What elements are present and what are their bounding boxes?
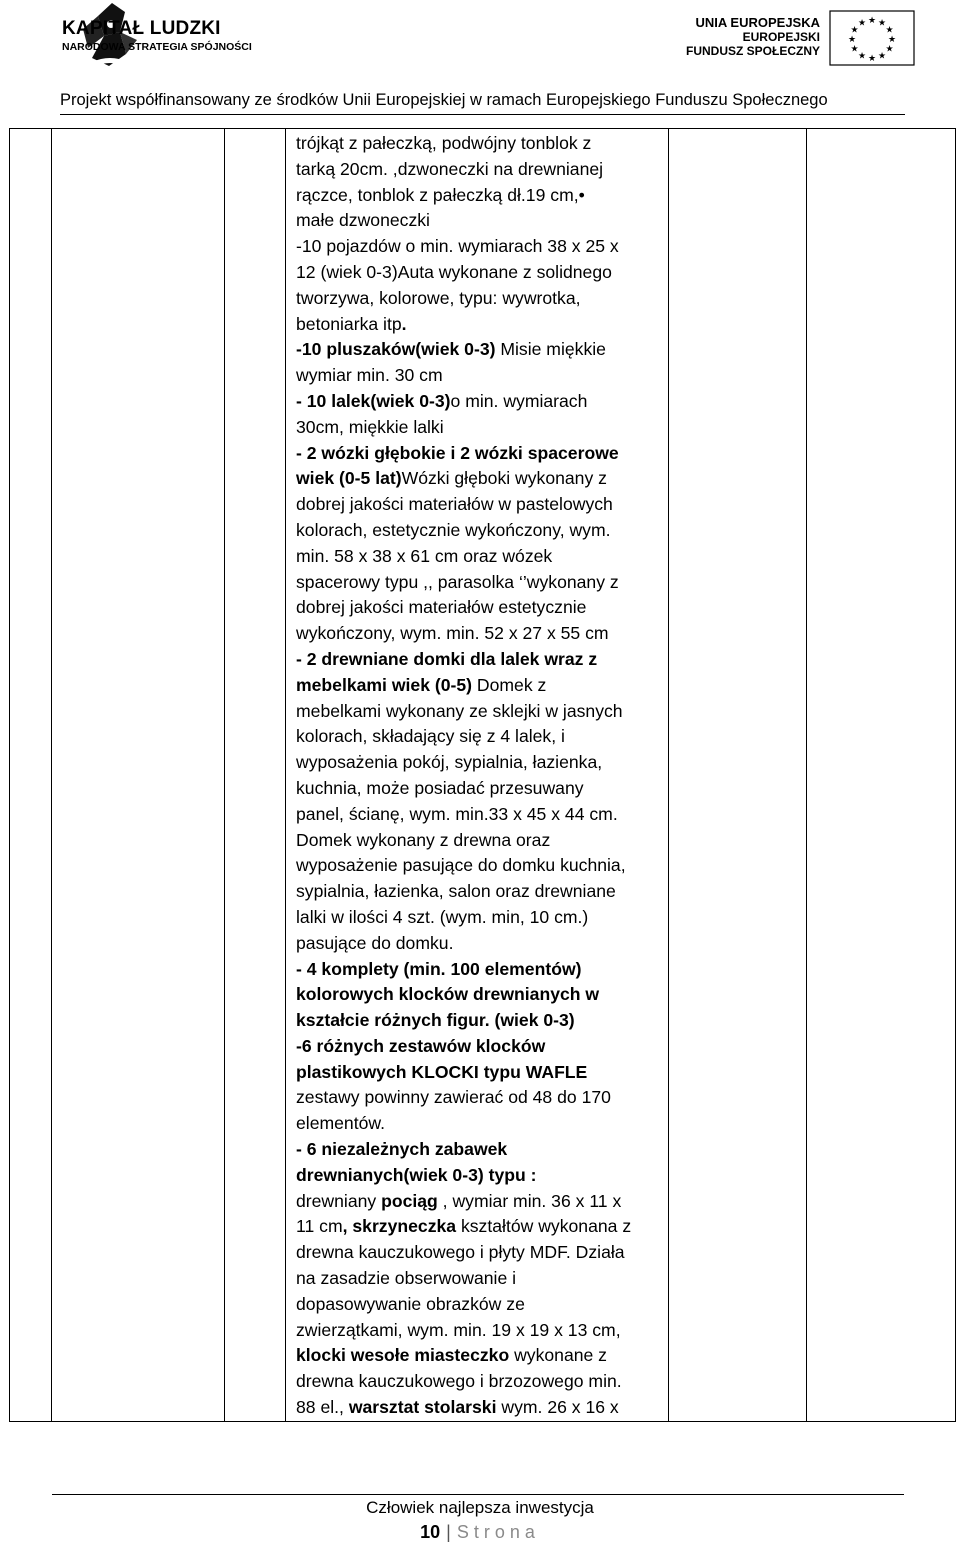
project-cofinancing-note: Projekt współfinansowany ze środków Unii Europejskiej w ramach Europejskiego Funduszu Społecznego xyxy=(60,91,828,109)
description-text: tarką 20cm. ,dzwoneczki na drewnianej xyxy=(296,158,604,179)
description-line xyxy=(296,1034,666,1060)
eu-fund-label xyxy=(686,16,820,58)
description-line xyxy=(296,724,666,750)
description-text: tworzywa, kolorowe, typu: wywrotka, xyxy=(296,287,581,308)
description-line xyxy=(296,1369,666,1395)
description-line xyxy=(296,466,666,492)
header-divider xyxy=(60,114,905,115)
description-text: panel, ścianę, wym. min.33 x 45 x 44 cm. xyxy=(296,803,618,824)
description-line xyxy=(296,595,666,621)
description-text: - 2 drewniane domki dla lalek wraz z xyxy=(296,648,598,669)
description-text: mebelkami wykonany ze sklejki w jasnych xyxy=(296,700,623,721)
description-text: spacerowy typu ,, parasolka ‘’wykonany z xyxy=(296,571,619,592)
table-cell-price xyxy=(806,128,956,1422)
description-text: , wymiar min. 36 x 11 x xyxy=(437,1190,622,1211)
description-text: kolorach, składający się z 4 lalek, i xyxy=(296,726,565,747)
description-line xyxy=(296,1395,666,1421)
description-text: kolorowych klocków drewnianych w xyxy=(296,984,600,1005)
description-text: elementów. xyxy=(296,1113,385,1134)
eu-line-3: FUNDUSZ SPOŁECZNY xyxy=(685,44,820,58)
description-line xyxy=(296,905,666,931)
description-line xyxy=(296,1266,666,1292)
description-text: wykonane z xyxy=(509,1345,607,1366)
kapital-ludzki-subtitle: NARODOWA STRATEGIA SPÓJNOŚCI xyxy=(62,41,252,53)
description-text: dobrej jakości materiałów w pastelowych xyxy=(296,494,613,515)
description-line xyxy=(296,853,666,879)
description-text: - 4 komplety (min. 100 elementów) xyxy=(296,958,582,979)
description-text: drewnianych(wiek 0-3) typu : xyxy=(296,1164,537,1185)
description-text: dobrej jakości materiałów estetycznie xyxy=(296,597,587,618)
svg-text:★: ★ xyxy=(850,44,859,55)
svg-text:★: ★ xyxy=(867,16,877,26)
description-line xyxy=(296,931,666,957)
description-text: . xyxy=(401,313,407,334)
description-line xyxy=(296,957,666,983)
description-line xyxy=(296,544,666,570)
description-text: - 6 niezależnych zabawek xyxy=(296,1139,508,1160)
description-text: - 10 lalek(wiek 0-3) xyxy=(296,390,451,411)
description-text: małe dzwoneczki xyxy=(296,210,430,231)
kapital-ludzki-title: KAPITAŁ LUDZKI xyxy=(62,18,221,39)
description-line xyxy=(296,1343,666,1369)
description-text: o min. wymiarach xyxy=(450,390,588,411)
description-line xyxy=(296,415,666,441)
svg-text:★: ★ xyxy=(857,51,867,62)
table-cell-lp xyxy=(9,128,52,1422)
description-text: Wózki głęboki wykonany z xyxy=(401,468,607,489)
page-word: Strona xyxy=(456,1522,540,1542)
description-text: wymiar min. 30 cm xyxy=(296,365,443,386)
description-line xyxy=(296,1137,666,1163)
description-text: - 2 wózki głębokie i 2 wózki spacerowe xyxy=(296,442,619,463)
description-text: kuchnia, może posiadać przesuwany xyxy=(296,777,584,798)
description-line xyxy=(296,1163,666,1189)
description-line xyxy=(296,312,666,338)
description-line xyxy=(296,750,666,776)
description-text: sypialnia, łazienka, salon oraz drewniane xyxy=(296,881,616,902)
table-cell-name xyxy=(51,128,225,1422)
description-line xyxy=(296,518,666,544)
description-text: -10 pluszaków(wiek 0-3) xyxy=(296,339,496,360)
description-text: wyposażenia pokój, sypialnia, łazienka, xyxy=(296,752,603,773)
description-line xyxy=(296,441,666,467)
svg-text:★: ★ xyxy=(887,35,897,45)
description-text: rączce, tonblok z pałeczką dł.19 cm,• xyxy=(296,184,585,205)
description-line xyxy=(296,673,666,699)
description-text: betoniarka itp xyxy=(296,313,402,334)
description-line xyxy=(296,260,666,286)
description-line xyxy=(296,1008,666,1034)
eu-line-2: EUROPEJSKI xyxy=(742,30,820,44)
description-line xyxy=(296,492,666,518)
svg-text:★: ★ xyxy=(847,35,857,45)
description-line xyxy=(296,982,666,1008)
svg-text:★: ★ xyxy=(857,18,867,29)
description-text: kształcie różnych figur. (wiek 0-3) xyxy=(296,1010,575,1031)
footer-divider xyxy=(52,1494,904,1495)
footer-tagline: Człowiek najlepsza inwestycja xyxy=(366,1498,594,1517)
description-text: 11 cm xyxy=(296,1216,343,1237)
description-text: zwierzątkami, wym. min. 19 x 19 x 13 cm, xyxy=(296,1319,621,1340)
description-text: 12 (wiek 0-3) xyxy=(296,261,398,282)
description-text: wykończony, wym. min. 52 x 27 x 55 cm xyxy=(296,623,609,644)
description-line xyxy=(296,363,666,389)
description-text: mebelkami wiek (0-5) xyxy=(296,674,473,695)
description-line xyxy=(296,699,666,725)
description-line xyxy=(296,802,666,828)
table-cell-offer xyxy=(668,128,807,1422)
description-line xyxy=(296,1189,666,1215)
eu-line-1: UNIA EUROPEJSKA xyxy=(695,15,820,30)
svg-text:★: ★ xyxy=(877,18,887,29)
description-text: 88 el., xyxy=(296,1397,349,1418)
description-line xyxy=(296,1318,666,1344)
description-line xyxy=(296,183,666,209)
description-line xyxy=(296,208,666,234)
svg-text:★: ★ xyxy=(867,54,877,64)
description-line xyxy=(296,621,666,647)
description-text: kształtów wykonana z xyxy=(456,1216,632,1237)
description-text: -6 różnych zestawów klocków xyxy=(296,1035,546,1056)
description-text: trójkąt z pałeczką, podwójny tonblok z xyxy=(296,133,592,153)
description-line xyxy=(296,879,666,905)
svg-text:★: ★ xyxy=(885,25,894,36)
description-line xyxy=(296,1214,666,1240)
description-text: wiek (0-5 lat) xyxy=(296,468,402,489)
description-text: 30cm, miękkie lalki xyxy=(296,416,444,437)
description-line xyxy=(296,776,666,802)
description-text: , skrzyneczka xyxy=(342,1216,457,1237)
description-text: plastikowych KLOCKI typu WAFLE xyxy=(296,1061,588,1082)
svg-text:★: ★ xyxy=(850,25,859,36)
description-text: Domek z xyxy=(472,674,547,695)
description-line xyxy=(296,389,666,415)
description-text: -10 pojazdów o min. wymiarach 38 x 25 x xyxy=(296,236,619,257)
description-text: wym. 26 x 16 x xyxy=(496,1397,619,1418)
product-description xyxy=(296,131,666,1421)
description-text: dopasowywanie obrazków ze xyxy=(296,1293,525,1314)
description-text: min. 58 x 38 x 61 cm oraz wózek xyxy=(296,545,553,566)
eu-flag-icon xyxy=(829,10,915,66)
description-text: warsztat stolarski xyxy=(348,1397,497,1418)
description-text: drewniany xyxy=(296,1190,382,1211)
description-line xyxy=(296,1060,666,1086)
description-text: pasujące do domku. xyxy=(296,932,454,953)
description-text: Auta wykonane z solidnego xyxy=(397,261,612,282)
description-line xyxy=(296,337,666,363)
description-line xyxy=(296,647,666,673)
description-text: drewna kauczukowego i brzozowego min. xyxy=(296,1371,622,1392)
description-text: Misie miękkie xyxy=(495,339,606,360)
description-line xyxy=(296,1240,666,1266)
description-text: drewna kauczukowego i płyty MDF. Działa xyxy=(296,1242,625,1263)
description-line xyxy=(296,286,666,312)
page-number: 10 xyxy=(420,1522,441,1542)
description-text: klocki wesołe miasteczko xyxy=(296,1345,510,1366)
description-text: zestawy powinny zawierać od 48 do 170 xyxy=(296,1087,611,1108)
page-separator: | xyxy=(446,1522,451,1542)
description-line xyxy=(296,157,666,183)
page-indicator xyxy=(0,1522,960,1543)
description-line xyxy=(296,1111,666,1137)
description-line xyxy=(296,828,666,854)
description-line xyxy=(296,570,666,596)
description-line xyxy=(296,131,666,157)
description-line xyxy=(296,1292,666,1318)
description-text: Domek wykonany z drewna oraz xyxy=(296,829,551,850)
table-cell-qty xyxy=(224,128,286,1422)
description-text: kolorach, estetycznie wykończony, wym. xyxy=(296,519,611,540)
description-text: pociąg xyxy=(381,1190,438,1211)
description-text: na zasadzie obserwowanie i xyxy=(296,1268,517,1289)
svg-text:★: ★ xyxy=(877,51,887,62)
svg-text:★: ★ xyxy=(885,44,894,55)
description-text: lalki w ilości 4 szt. (wym. min, 10 cm.) xyxy=(296,906,589,927)
description-line xyxy=(296,1085,666,1111)
description-line xyxy=(296,234,666,260)
description-text: wyposażenie pasujące do domku kuchnia, xyxy=(296,855,626,876)
